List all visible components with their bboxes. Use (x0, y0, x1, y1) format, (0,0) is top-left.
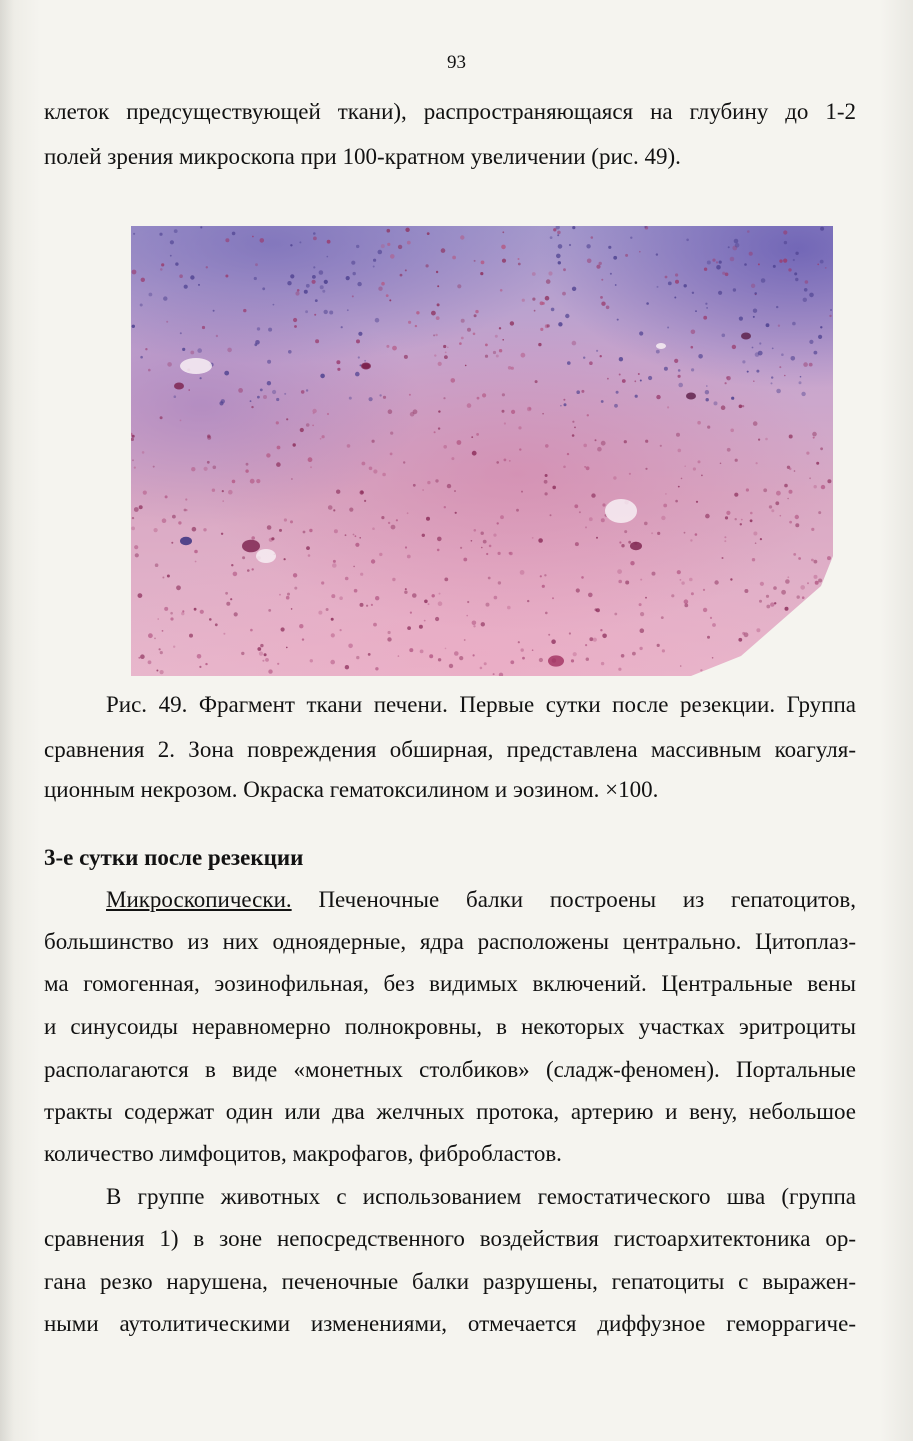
figure-caption-line: сравнения 2. Зона повреждения обширная, представлена массивным коагуля- (44, 737, 856, 762)
paragraph-line: полей зрения микроскопа при 100-кратном увеличении (рис. 49). (44, 144, 681, 169)
paragraph-line: большинство из них одноядерные, ядра расположены центрально. Цитоплаз- (44, 929, 856, 954)
figure-caption-line: Рис. 49. Фрагмент ткани печени. Первые сутки после резекции. Группа (106, 692, 856, 717)
paragraph-line: гана резко нарушена, печеночные балки разрушены, гепатоциты с выражен- (44, 1269, 856, 1294)
paragraph-line: В группе животных с использованием гемостатического шва (группа (106, 1184, 856, 1209)
paragraph-line: клеток предсуществующей ткани), распространяющаяся на глубину до 1-2 (44, 99, 856, 124)
micrograph-texture (131, 226, 833, 676)
paragraph-line: располагаются в виде «монетных столбиков» (сладж-феномен). Портальные (44, 1057, 856, 1082)
paragraph-line: количество лимфоцитов, макрофагов, фибробластов. (44, 1141, 562, 1166)
paragraph-line: сравнения 1) в зоне непосредственного воздействия гистоархитектоника ор- (44, 1226, 856, 1251)
liver-tissue-micrograph (131, 226, 833, 676)
figure-caption-line: ционным некрозом. Окраска гематоксилином и эозином. ×100. (44, 777, 659, 802)
microscopy-label: Микроскопически. (106, 887, 292, 912)
paragraph-line: ма гомогенная, эозинофильная, без видимых включений. Центральные вены (44, 971, 856, 996)
paragraph-line (44, 885, 856, 915)
paragraph-line: и синусоиды неравномерно полнокровны, в некоторых участках эритроциты (44, 1014, 856, 1039)
paragraph-line: тракты содержат один или два желчных протока, артерию и вену, небольшое (44, 1099, 856, 1124)
paragraph-line: ными аутолитическими изменениями, отмечается диффузное геморрагиче- (44, 1311, 856, 1336)
section-heading: 3-е сутки после резекции (44, 845, 304, 870)
paragraph-text: Печеночные балки построены из гепатоцитов, (318, 887, 856, 912)
page-number: 93 (447, 52, 466, 73)
